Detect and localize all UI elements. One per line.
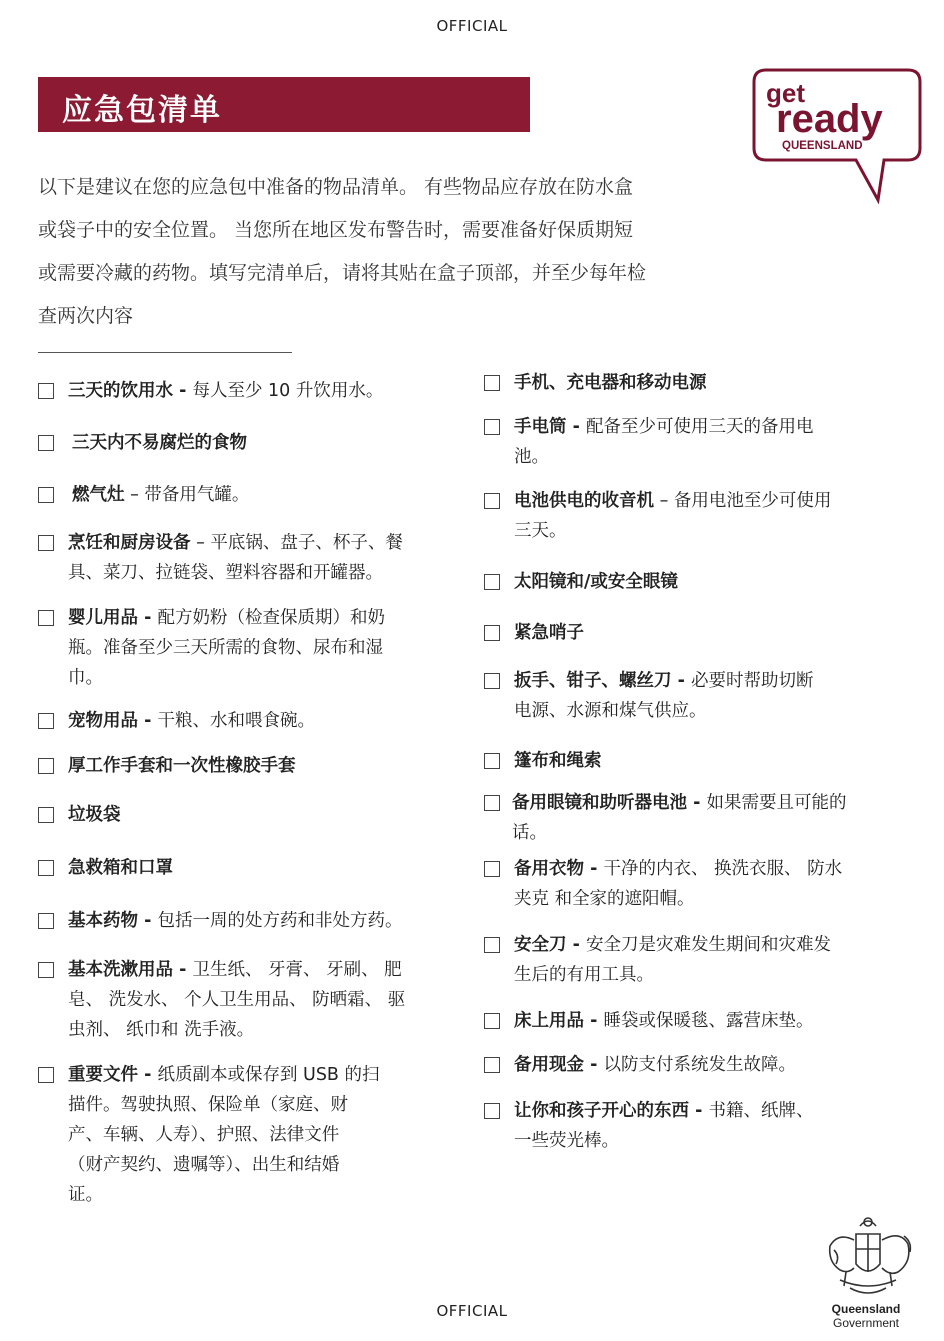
govt-name: Queensland [831, 1302, 901, 1316]
checklist-item-desc: 包括一周的处方药和非处方药。 [157, 911, 403, 931]
checklist-item-title: 备用衣物 - [514, 859, 604, 879]
checklist-item-desc: 卫生纸、 牙膏、 牙刷、 肥 [192, 960, 402, 980]
checklist-item-desc: 配方奶粉（检查保质期）和奶 [157, 608, 385, 628]
checklist-item-line: 证。 [68, 1185, 103, 1205]
checklist-item-title: 基本洗漱用品 - [68, 960, 193, 980]
checklist-item-title: 床上用品 - [514, 1011, 604, 1031]
checklist-item-text [514, 1096, 813, 1156]
checklist-item-line [514, 412, 813, 442]
checkbox[interactable] [38, 807, 54, 823]
checklist-item-desc: 必要时帮助切断 [690, 671, 814, 691]
checklist-item-line: 瓶。准备至少三天所需的食物、尿布和湿 [68, 638, 383, 658]
checklist-item-line: 话。 [512, 823, 547, 843]
checklist-item-line [68, 706, 315, 736]
checklist-item-line [514, 746, 602, 776]
checklist-item-text [68, 751, 296, 781]
checkbox[interactable] [38, 535, 54, 551]
checklist-item-line [514, 854, 842, 884]
logo-line3: QUEENSLAND [782, 140, 863, 152]
checklist-item-line [68, 528, 403, 558]
checklist-item-desc: 以防支付系统发生故障。 [603, 1055, 796, 1075]
checklist-item-text [514, 368, 707, 398]
checklist-item-line: 电源、水源和煤气供应。 [514, 701, 707, 721]
checklist-item-title: 三天的饮用水 - [68, 381, 193, 401]
checklist-item-line: 池。 [514, 447, 549, 467]
checkbox[interactable] [484, 574, 500, 590]
official-label-top: OFFICIAL [436, 17, 508, 35]
checkbox[interactable] [38, 487, 54, 503]
checkbox[interactable] [484, 493, 500, 509]
checklist-item-line [72, 480, 249, 510]
checkbox[interactable] [38, 713, 54, 729]
checklist-item-title: 基本药物 - [68, 911, 158, 931]
checklist-item-text [514, 930, 831, 990]
checklist-item-title: 婴儿用品 - [68, 608, 158, 628]
checklist-item-line [68, 376, 383, 406]
checklist-item-title: 垃圾袋 [68, 805, 121, 825]
checklist-item-line: 虫剂、 纸巾和 洗手液。 [68, 1020, 255, 1040]
checklist-item-line [514, 1006, 813, 1036]
checklist-item-line [72, 428, 247, 458]
checklist-item-desc: 配备至少可使用三天的备用电 [585, 417, 814, 437]
checklist-item-text [514, 1050, 796, 1080]
checkbox[interactable] [484, 1057, 500, 1073]
checklist-item-text [512, 788, 846, 848]
intro-paragraph [38, 166, 750, 338]
official-label-bottom: OFFICIAL [436, 1302, 508, 1320]
get-ready-logo [752, 68, 922, 204]
checklist-item-text [514, 567, 678, 597]
checkbox[interactable] [484, 375, 500, 391]
checklist-item-text [68, 603, 385, 693]
checklist-item-title: 篷布和绳索 [514, 751, 602, 771]
checkbox[interactable] [38, 610, 54, 626]
checkbox[interactable] [484, 861, 500, 877]
checklist-item-text [68, 1060, 380, 1210]
title-banner [38, 77, 530, 132]
checklist-item-line [514, 1096, 813, 1126]
checklist-item-line [68, 1060, 380, 1090]
checkbox[interactable] [484, 673, 500, 689]
checklist-item-text [514, 746, 602, 776]
checklist-item-line [68, 955, 405, 985]
checklist-item-line [514, 666, 813, 696]
checklist-item-line [68, 853, 173, 883]
checklist-item-line: 三天。 [514, 521, 567, 541]
checklist-item-text [68, 528, 403, 588]
divider [38, 352, 292, 353]
checklist-item-desc: 干粮、水和喂食碗。 [157, 711, 315, 731]
checklist-item-title: 安全刀 - [514, 935, 586, 955]
checklist-item-text [514, 854, 842, 914]
checklist-item-title: 厚工作手套和一次性橡胶手套 [68, 756, 296, 776]
checklist-item-title: 手电筒 - [514, 417, 586, 437]
checklist-item-line [514, 1050, 796, 1080]
govt-sub: Government [832, 1316, 900, 1330]
checklist-item-line [68, 751, 296, 781]
page-title: 应急包清单 [62, 93, 222, 128]
logo-line1: get [766, 78, 805, 108]
checkbox[interactable] [38, 860, 54, 876]
checklist-item-line [514, 368, 707, 398]
checklist-item-line: 巾。 [68, 668, 103, 688]
checklist-item-line [514, 486, 831, 516]
checkbox[interactable] [484, 625, 500, 641]
checklist-item-line: 皂、 洗发水、 个人卫生用品、 防晒霜、 驱 [68, 990, 406, 1010]
checklist-item-title: 急救箱和口罩 [68, 858, 173, 878]
checkbox[interactable] [38, 1067, 54, 1083]
checkbox[interactable] [38, 758, 54, 774]
checklist-item-title: 备用现金 - [514, 1055, 604, 1075]
intro-line: 以下是建议在您的应急包中准备的物品清单。 有些物品应存放在防水盒 [38, 176, 634, 198]
checklist-item-line [68, 906, 402, 936]
checklist-item-line: 描件。驾驶执照、保险单（家庭、财 [68, 1095, 348, 1115]
checklist-item-title: 电池供电的收音机 [514, 491, 654, 511]
checkbox[interactable] [484, 1013, 500, 1029]
checklist-item-desc: 安全刀是灾难发生期间和灾难发 [585, 935, 831, 955]
checkbox[interactable] [484, 937, 500, 953]
checklist-item-title: 烹饪和厨房设备 [68, 533, 191, 553]
checklist-item-text [68, 800, 121, 830]
checkbox[interactable] [38, 913, 54, 929]
checklist-item-line: 具、菜刀、拉链袋、塑料容器和开罐器。 [68, 563, 383, 583]
checklist-item-text [68, 706, 315, 736]
checklist-item-text [514, 412, 813, 472]
checklist-item-line: 生后的有用工具。 [514, 965, 654, 985]
checklist-item-title: 燃气灶 [72, 485, 125, 505]
checklist-item-desc: – 备用电池至少可使用 [654, 491, 832, 511]
checklist-item-line [514, 618, 584, 648]
checklist-item-title: 备用眼镜和助听器电池 - [512, 793, 707, 813]
checklist-item-text [68, 376, 383, 406]
checklist-item-text [514, 1006, 813, 1036]
checklist-item-text [514, 486, 831, 546]
checklist-item-title: 紧急哨子 [514, 623, 584, 643]
checklist-item-text [72, 428, 247, 458]
checkbox[interactable] [484, 419, 500, 435]
checklist-item-text [72, 480, 249, 510]
intro-line: 或袋子中的安全位置。 当您所在地区发布警告时，需要准备好保质期短 [38, 219, 634, 241]
checklist-item-text [68, 853, 173, 883]
queensland-coat-of-arms-icon [820, 1212, 916, 1304]
checkbox[interactable] [484, 1103, 500, 1119]
checklist-item-title: 宠物用品 - [68, 711, 158, 731]
intro-line: 查两次内容 [38, 305, 134, 327]
checklist-item-line [514, 567, 678, 597]
checklist-item-text [68, 906, 402, 936]
checklist-item-desc: – 平底锅、盘子、杯子、餐 [190, 533, 403, 553]
checklist-item-line [68, 603, 385, 633]
checkbox[interactable] [38, 435, 54, 451]
checklist-item-title: 扳手、钳子、螺丝刀 - [514, 671, 691, 691]
checklist-item-title: 让你和孩子开心的东西 - [514, 1101, 709, 1121]
checklist-item-line: 一些荧光棒。 [514, 1131, 619, 1151]
checklist-item-desc: 纸质副本或保存到 USB 的扫 [157, 1065, 380, 1085]
checklist-item-line: 产、车辆、人寿）、护照、法律文件 [68, 1125, 340, 1145]
checklist-item-desc: 睡袋或保暖毯、露营床垫。 [603, 1011, 814, 1031]
checklist-item-title: 太阳镜和/或安全眼镜 [514, 572, 678, 592]
checklist-item-line: （财产契约、遗嘱等）、出生和结婚 [68, 1155, 340, 1175]
checklist-item-desc: 干净的内衣、 换洗衣服、 防水 [603, 859, 843, 879]
checklist-item-desc: 书籍、纸牌、 [708, 1101, 814, 1121]
checklist-item-line [512, 788, 846, 818]
checklist-item-desc: – 带备用气罐。 [124, 485, 250, 505]
checkbox[interactable] [38, 383, 54, 399]
checklist-item-title: 重要文件 - [68, 1065, 158, 1085]
checklist-item-title: 手机、充电器和移动电源 [514, 373, 707, 393]
intro-line: 或需要冷藏的药物。填写完清单后，请将其贴在盒子顶部，并至少每年检 [38, 262, 647, 284]
checkbox[interactable] [484, 753, 500, 769]
checklist-item-text [68, 955, 405, 1045]
checklist-item-line [514, 930, 831, 960]
checklist-item-line [68, 800, 121, 830]
checklist-item-text [514, 618, 584, 648]
checklist-item-desc: 如果需要且可能的 [706, 793, 847, 813]
checkbox[interactable] [484, 795, 500, 811]
checklist-item-text [514, 666, 813, 726]
checklist-item-title: 三天内不易腐烂的食物 [72, 433, 247, 453]
logo-line2: ready [776, 97, 883, 141]
checkbox[interactable] [38, 962, 54, 978]
checklist-item-desc: 每人至少 10 升饮用水。 [192, 381, 384, 401]
checklist-item-line: 夹克 和全家的遮阳帽。 [514, 889, 695, 909]
